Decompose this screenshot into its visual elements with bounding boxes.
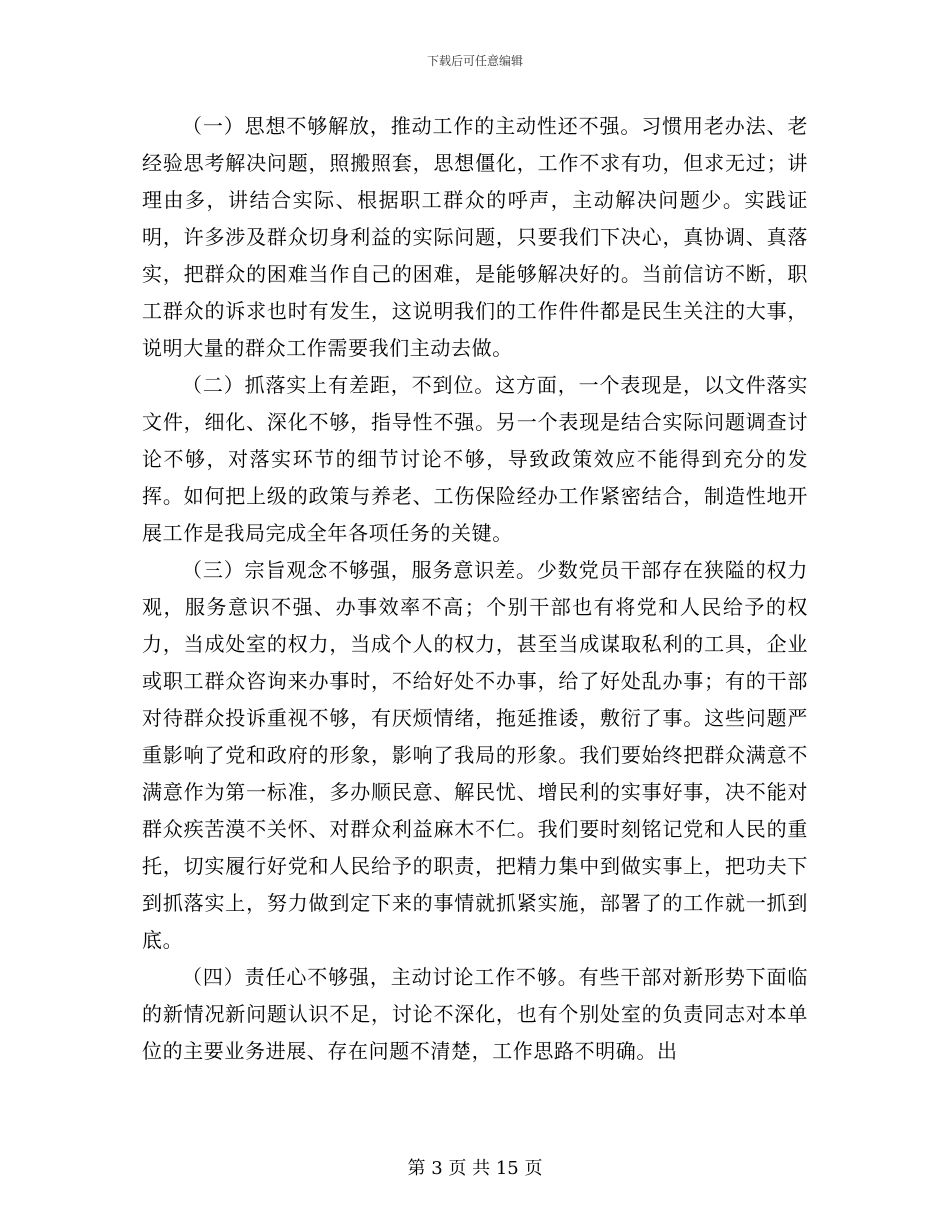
page-number-footer: 第 3 页 共 15 页	[407, 1158, 543, 1179]
paragraph-1: （一）思想不够解放，推动工作的主动性还不强。习惯用老办法、老经验思考解决问题，照搬照套，思想僵化，工作不求有功，但求无过；讲理由多，讲结合实际、根据职工群众的呼声，主动解决问题少。实践证明，许多涉及群众切身利益的实际问题，只要我们下决心，真协调、真落实，把群众的困难当作自己的困难，是能够解决好的。当前信访不断，职工群众的诉求也时有发生，这说明我们的工作件件都是民生关注的大事，说明大量的群众工作需要我们主动去做。	[142, 114, 808, 360]
page-header: 下载后可任意编辑	[426, 54, 523, 68]
paragraph-4: （四）责任心不够强，主动讨论工作不够。有些干部对新形势下面临的新情况新问题认识不足，讨论不深化，也有个别处室的负责同志对本单位的主要业务进展、存在问题不清楚，工作思路不明确。出	[142, 965, 808, 1063]
paragraph-3: （三）宗旨观念不够强，服务意识差。少数党员干部存在狭隘的权力观，服务意识不强、办事效率不高；个别干部也有将党和人民给予的权力，当成处室的权力，当成个人的权力，甚至当成谋取私利的工具，企业或职工群众咨询来办事时，不给好处不办事，给了好处乱办事；有的干部对待群众投诉重视不够，有厌烦情绪，拖延推诿，敷衍了事。这些问题严重影响了党和政府的形象，影响了我局的形象。我们要始终把群众满意不满意作为第一标准，多办顺民意、解民忧、增民利的实事好事，决不能对群众疾苦漠不关怀、对群众利益麻木不仁。我们要时刻铭记党和人民的重托，切实履行好党和人民给予的职责，把精力集中到做实事上，把功夫下到抓落实上，努力做到定下来的事情就抓紧实施，部署了的工作就一抓到底。	[142, 558, 808, 952]
paragraph-2: （二）抓落实上有差距，不到位。这方面，一个表现是，以文件落实文件，细化、深化不够，指导性不强。另一个表现是结合实际问题调查讨论不够，对落实环节的细节讨论不够，导致政策效应不能得到充分的发挥。如何把上级的政策与养老、工伤保险经办工作紧密结合，制造性地开展工作是我局完成全年各项任务的关键。	[142, 373, 808, 545]
document-body	[142, 108, 808, 1070]
